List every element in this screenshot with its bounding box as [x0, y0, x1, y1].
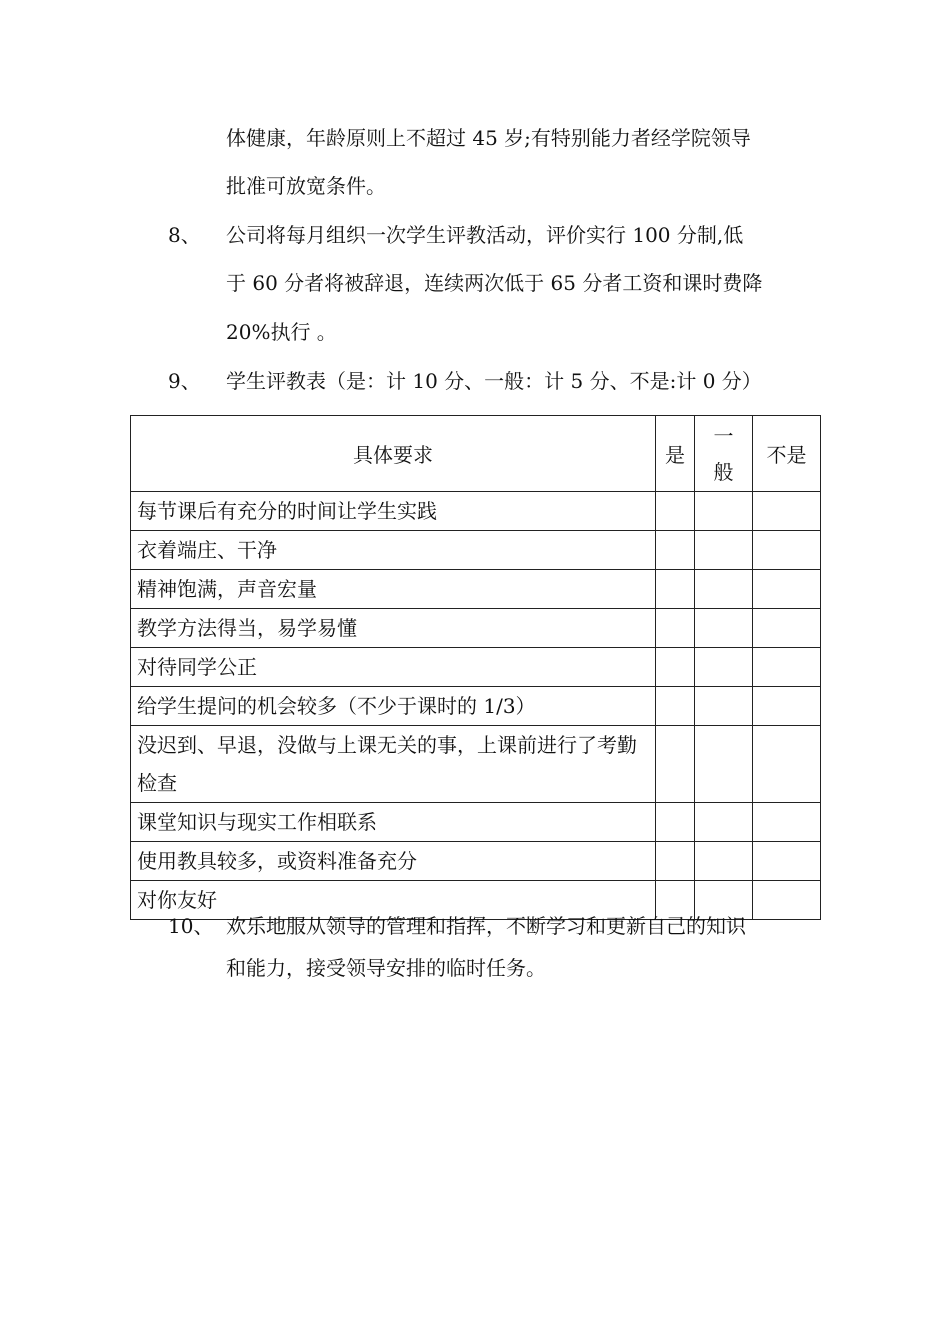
table-row	[131, 492, 821, 531]
header-yes: 是	[656, 416, 695, 492]
table-header-row	[131, 416, 821, 492]
table-row	[131, 842, 821, 881]
yes-cell[interactable]	[656, 726, 695, 803]
item-10-line-1: 欢乐地服从领导的管理和指挥，不断学习和更新自己的知识	[226, 914, 746, 938]
no-cell[interactable]	[753, 687, 821, 726]
no-cell[interactable]	[753, 726, 821, 803]
no-cell[interactable]	[753, 881, 821, 920]
average-cell[interactable]	[695, 726, 753, 803]
requirement-cell: 给学生提问的机会较多（不少于课时的 1/3）	[131, 687, 656, 726]
intro-line-2: 批准可放宽条件。	[226, 174, 386, 198]
item-10-line-2: 和能力，接受领导安排的临时任务。	[226, 956, 546, 980]
requirement-cell: 教学方法得当，易学易懂	[131, 609, 656, 648]
no-cell[interactable]	[753, 570, 821, 609]
average-cell[interactable]	[695, 842, 753, 881]
requirement-cell: 没迟到、早退，没做与上课无关的事，上课前进行了考勤检查	[131, 726, 656, 803]
item-9-line-1: 学生评教表（是：计 10 分、一般：计 5 分、不是:计 0 分）	[226, 369, 762, 393]
header-average	[695, 416, 753, 492]
no-cell[interactable]	[753, 842, 821, 881]
no-cell[interactable]	[753, 609, 821, 648]
yes-cell[interactable]	[656, 492, 695, 531]
item-8-line-3: 20%执行 。	[226, 320, 337, 344]
intro-line-1: 体健康，年龄原则上不超过 45 岁;有特别能力者经学院领导	[226, 126, 751, 150]
yes-cell[interactable]	[656, 803, 695, 842]
item-8-line-2: 于 60 分者将被辞退，连续两次低于 65 分者工资和课时费降	[226, 271, 763, 295]
table-row	[131, 803, 821, 842]
requirement-cell: 对待同学公正	[131, 648, 656, 687]
average-cell[interactable]	[695, 803, 753, 842]
table-row	[131, 648, 821, 687]
yes-cell[interactable]	[656, 687, 695, 726]
table-row	[131, 609, 821, 648]
item-10-number: 10、	[168, 914, 214, 938]
item-8-number: 8、	[168, 223, 201, 247]
yes-cell[interactable]	[656, 570, 695, 609]
requirement-cell: 使用教具较多，或资料准备充分	[131, 842, 656, 881]
average-cell[interactable]	[695, 648, 753, 687]
requirement-cell: 课堂知识与现实工作相联系	[131, 803, 656, 842]
no-cell[interactable]	[753, 492, 821, 531]
header-requirements: 具体要求	[131, 416, 656, 492]
table-row	[131, 687, 821, 726]
average-cell[interactable]	[695, 492, 753, 531]
item-9-number: 9、	[168, 369, 201, 393]
table-row	[131, 531, 821, 570]
average-cell[interactable]	[695, 531, 753, 570]
header-no: 不是	[753, 416, 821, 492]
average-cell[interactable]	[695, 609, 753, 648]
requirement-cell: 对你友好	[131, 881, 656, 920]
evaluation-table	[130, 415, 821, 920]
requirement-cell: 衣着端庄、干净	[131, 531, 656, 570]
no-cell[interactable]	[753, 531, 821, 570]
item-8-line-1: 公司将每月组织一次学生评教活动，评价实行 100 分制,低	[226, 223, 744, 247]
yes-cell[interactable]	[656, 609, 695, 648]
yes-cell[interactable]	[656, 648, 695, 687]
requirement-cell: 精神饱满，声音宏量	[131, 570, 656, 609]
yes-cell[interactable]	[656, 531, 695, 570]
yes-cell[interactable]	[656, 842, 695, 881]
average-cell[interactable]	[695, 570, 753, 609]
table-row	[131, 726, 821, 803]
no-cell[interactable]	[753, 648, 821, 687]
header-average-label: 一般	[713, 423, 734, 484]
requirement-cell: 每节课后有充分的时间让学生实践	[131, 492, 656, 531]
no-cell[interactable]	[753, 803, 821, 842]
average-cell[interactable]	[695, 687, 753, 726]
table-row	[131, 570, 821, 609]
